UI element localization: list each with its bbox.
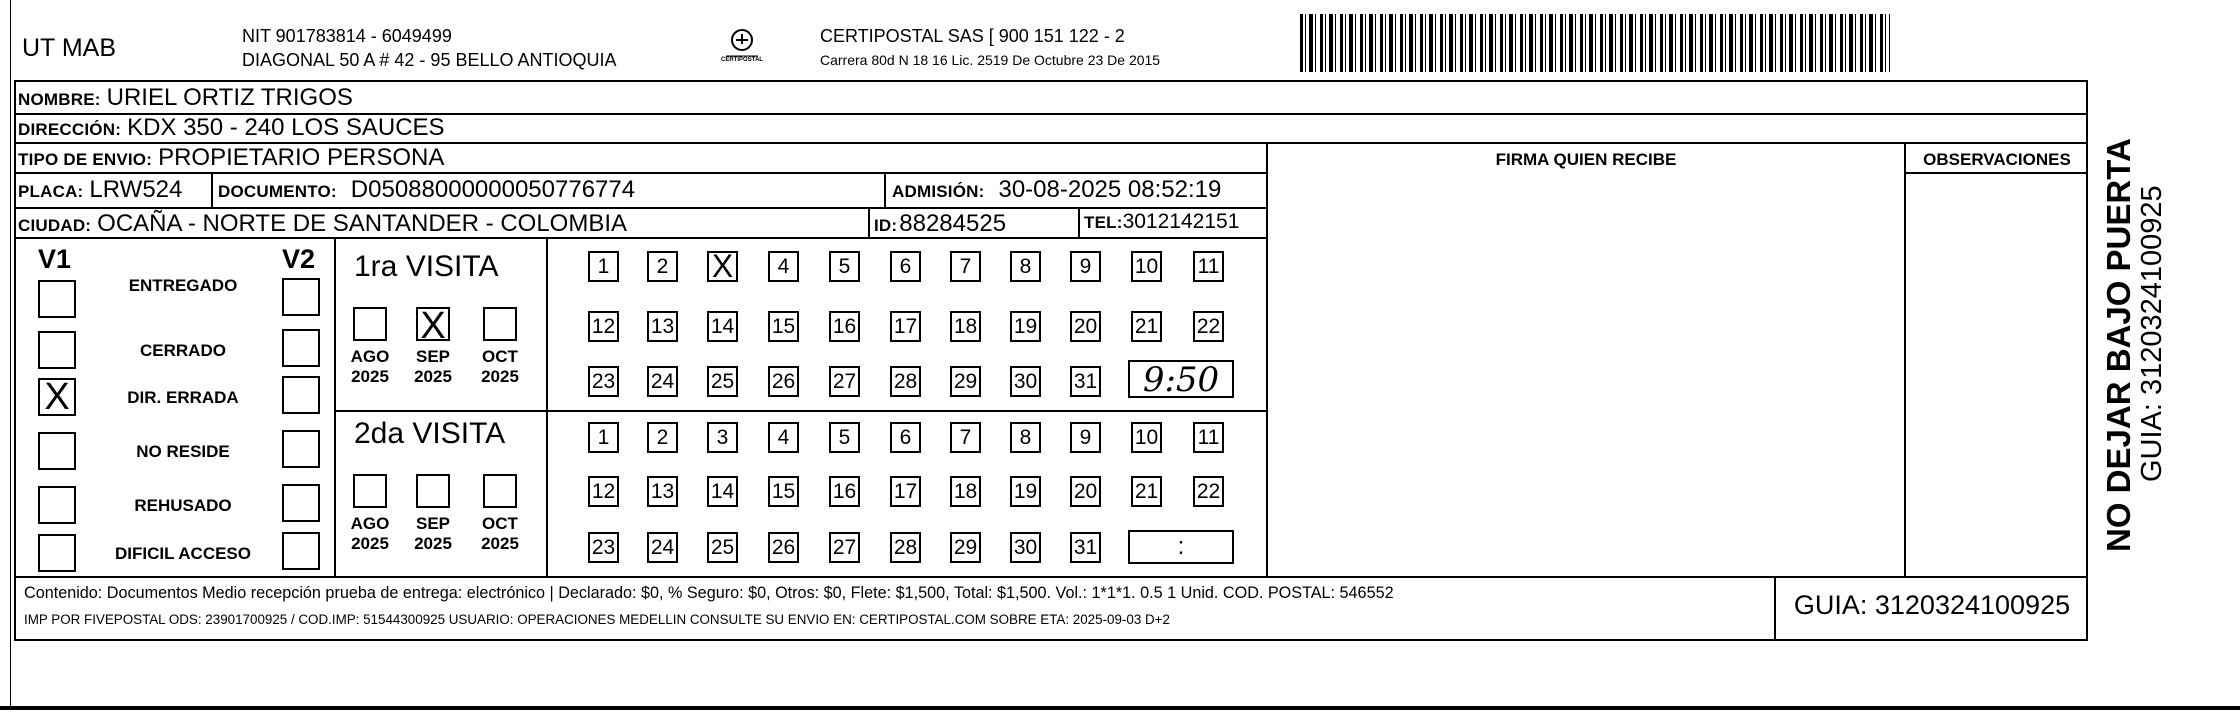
month-name: AGO (350, 514, 390, 533)
visit1-day-box[interactable] (1070, 251, 1101, 282)
barcode (1300, 14, 1890, 72)
direccion-value: KDX 350 - 240 LOS SAUCES (127, 114, 445, 141)
certipostal-address: Carrera 80d N 18 16 Lic. 2519 De Octubre 23 De 2015 (820, 52, 1161, 68)
day-number: 28 (893, 536, 918, 559)
visit2-month-label (345, 514, 395, 554)
visit1-day-box[interactable] (1193, 311, 1224, 342)
day-number: 9 (1079, 426, 1092, 449)
visit1-day-box[interactable] (1070, 311, 1101, 342)
day-number: 23 (591, 370, 616, 393)
day-number: 30 (1013, 370, 1038, 393)
day-number: 9 (1079, 255, 1092, 278)
v2-checkbox[interactable] (282, 278, 320, 316)
day-number: 1 (597, 255, 610, 278)
visit1-month-label (408, 347, 458, 387)
day-number: 28 (893, 370, 918, 393)
v2-checkbox[interactable] (282, 430, 320, 468)
check-x-mark: X (420, 305, 446, 347)
day-number: 2 (656, 255, 669, 278)
day-number: 22 (1196, 480, 1221, 503)
visit2-time-box[interactable] (1128, 530, 1234, 564)
nombre-row (18, 84, 353, 112)
day-number: 14 (710, 480, 735, 503)
visit2-day-box[interactable] (890, 532, 921, 563)
nombre-label: NOMBRE: (18, 90, 101, 109)
visit1-month-checkbox[interactable] (416, 305, 450, 347)
visit1-day-box[interactable] (890, 251, 921, 282)
tipo-row (18, 144, 444, 172)
visit1-title: 1ra VISITA (354, 250, 499, 283)
v1-checkbox[interactable] (38, 432, 76, 470)
day-number: 20 (1073, 315, 1098, 338)
visit2-day-box[interactable] (768, 422, 799, 453)
placa-label: PLACA: (18, 182, 84, 201)
id-value: 88284525 (899, 210, 1007, 237)
day-number: 5 (838, 255, 851, 278)
day-number: 6 (899, 255, 912, 278)
day-number: 19 (1013, 480, 1038, 503)
id-label: ID: (874, 216, 898, 235)
visit1-day-box[interactable] (588, 366, 619, 397)
month-name: SEP (415, 514, 451, 533)
status-label: DIFICIL ACCESO (114, 544, 251, 563)
visit2-day-box[interactable] (1070, 476, 1101, 507)
certipostal-logo (712, 28, 772, 68)
day-number: 22 (1196, 315, 1221, 338)
day-number: 31 (1073, 536, 1098, 559)
ciudad-value: OCAÑA - NORTE DE SANTANDER - COLOMBIA (97, 210, 628, 237)
day-number: 13 (650, 315, 675, 338)
day-number: 4 (777, 255, 790, 278)
side-guia: GUIA: 3120324100925 (2136, 185, 2168, 482)
documento-row (218, 176, 635, 204)
visit2-day-box[interactable] (1010, 532, 1041, 563)
visit1-day-box[interactable] (1070, 366, 1101, 397)
v2-label: V2 (282, 244, 316, 274)
visit1-day-box[interactable] (829, 311, 860, 342)
visit2-day-box[interactable] (647, 422, 678, 453)
visit2-day-box[interactable] (950, 422, 981, 453)
v1-checkbox[interactable] (38, 280, 76, 318)
day-number: 24 (650, 370, 675, 393)
v1-checkbox[interactable] (38, 378, 76, 416)
visit1-month-label (345, 347, 395, 387)
visit2-day-box[interactable] (1131, 476, 1162, 507)
status-label: DIR. ERRADA (127, 388, 239, 407)
visit1-day-box[interactable] (1131, 251, 1162, 282)
admision-value: 30-08-2025 08:52:19 (998, 176, 1222, 203)
firma-header: FIRMA QUIEN RECIBE (1495, 150, 1677, 169)
v2-checkbox[interactable] (282, 484, 320, 522)
observaciones-header: OBSERVACIONES (1923, 150, 2071, 169)
visit2-day-box[interactable] (950, 476, 981, 507)
day-number: 10 (1134, 426, 1159, 449)
visit1-day-box[interactable] (950, 366, 981, 397)
admision-label: ADMISIÓN: (892, 182, 985, 201)
tel-row (1084, 210, 1239, 234)
visit1-day-box[interactable] (647, 366, 678, 397)
visit2-day-box[interactable] (588, 422, 619, 453)
visit2-day-box[interactable] (890, 422, 921, 453)
day-number: 15 (771, 480, 796, 503)
day-number: 5 (838, 426, 851, 449)
visit2-day-box[interactable] (1010, 476, 1041, 507)
visit1-day-box[interactable] (768, 366, 799, 397)
visit1-day-box[interactable] (950, 251, 981, 282)
visit2-day-box[interactable] (768, 476, 799, 507)
day-number: 12 (591, 480, 616, 503)
ciudad-label: CIUDAD: (18, 216, 92, 235)
day-number: 18 (953, 315, 978, 338)
visit2-month-label (475, 514, 525, 554)
check-x-mark: X (44, 376, 70, 418)
tel-value: 3012142151 (1122, 210, 1240, 233)
visit2-day-box[interactable] (1193, 476, 1224, 507)
v2-checkbox[interactable] (282, 376, 320, 414)
month-year: 2025 (414, 534, 452, 553)
day-number: 25 (710, 370, 735, 393)
day-number: 23 (591, 536, 616, 559)
bottom-rule (0, 706, 2240, 710)
visit2-month-checkbox[interactable] (353, 474, 387, 508)
day-number: 16 (832, 480, 857, 503)
visit2-day-box[interactable] (588, 476, 619, 507)
day-number: 7 (959, 255, 972, 278)
visit1-day-box[interactable] (890, 311, 921, 342)
visit2-day-box[interactable] (707, 476, 738, 507)
visit2-day-box[interactable] (588, 532, 619, 563)
v1-checkbox[interactable] (38, 486, 76, 524)
footer-guia: GUIA: 3120324100925 (1793, 590, 2071, 620)
documento-label: DOCUMENTO: (218, 182, 337, 201)
status-label: NO RESIDE (136, 442, 230, 461)
ciudad-row (18, 210, 627, 238)
visit2-day-box[interactable] (1070, 532, 1101, 563)
day-number: 29 (953, 536, 978, 559)
visit1-time: 9:50 (1142, 360, 1220, 400)
v1-checkbox[interactable] (38, 331, 76, 369)
visit2-day-box[interactable] (1070, 422, 1101, 453)
day-number: 16 (832, 315, 857, 338)
visit1-day-box[interactable] (1010, 311, 1041, 342)
day-number: 21 (1134, 315, 1159, 338)
month-name: OCT (482, 347, 518, 366)
month-year: 2025 (351, 367, 389, 386)
day-number: 6 (899, 426, 912, 449)
visit2-day-box[interactable] (1010, 422, 1041, 453)
company-address: DIAGONAL 50 A # 42 - 95 BELLO ANTIOQUIA (242, 50, 617, 70)
visit1-day-box[interactable] (647, 311, 678, 342)
visit1-day-box[interactable] (707, 248, 738, 284)
visit2-day-box[interactable] (647, 532, 678, 563)
visit1-day-box[interactable] (1193, 251, 1224, 282)
placa-row (18, 176, 182, 204)
visit1-day-box[interactable] (1010, 366, 1041, 397)
visit2-day-box[interactable] (707, 532, 738, 563)
company-name: UT MAB (22, 34, 116, 62)
day-number: 1 (597, 426, 610, 449)
v1-checkbox[interactable] (38, 534, 76, 572)
visit1-month-label (475, 347, 525, 387)
direccion-row (18, 114, 445, 142)
day-number: 19 (1013, 315, 1038, 338)
day-number: 26 (771, 536, 796, 559)
visit1-day-box[interactable] (588, 251, 619, 282)
check-x-mark: X (711, 248, 734, 284)
visit2-month-label (408, 514, 458, 554)
day-number: 10 (1134, 255, 1159, 278)
day-number: 17 (893, 315, 918, 338)
left-rule (10, 0, 11, 710)
placa-value: LRW524 (89, 176, 183, 203)
visit2-day-box[interactable] (950, 532, 981, 563)
day-number: 25 (710, 536, 735, 559)
nit-text: NIT 901783814 - 6049499 (242, 26, 452, 46)
visit2-time: : (1177, 533, 1185, 560)
day-number: 27 (832, 370, 857, 393)
visit1-day-box[interactable] (829, 251, 860, 282)
nombre-value: URIEL ORTIZ TRIGOS (106, 84, 353, 111)
visit1-day-box[interactable] (588, 311, 619, 342)
side-warning: NO DEJAR BAJO PUERTA (2100, 138, 2137, 552)
day-number: 11 (1197, 426, 1220, 449)
visit1-day-box[interactable] (768, 311, 799, 342)
month-name: AGO (350, 347, 390, 366)
logo-text: CERTIPOSTAL (721, 57, 763, 63)
visit1-day-box[interactable] (707, 366, 738, 397)
documento-value: D05088000000050776774 (350, 176, 636, 203)
visit1-day-box[interactable] (1010, 251, 1041, 282)
day-number: 11 (1197, 255, 1220, 278)
v1-label: V1 (38, 244, 72, 274)
direccion-label: DIRECCIÓN: (18, 120, 122, 139)
v2-checkbox[interactable] (282, 532, 320, 570)
visit1-day-box[interactable] (768, 251, 799, 282)
visit1-month-checkbox[interactable] (353, 307, 387, 341)
day-number: 15 (771, 315, 796, 338)
day-number: 14 (710, 315, 735, 338)
day-number: 7 (959, 426, 972, 449)
day-number: 8 (1019, 426, 1032, 449)
visit2-day-box[interactable] (768, 532, 799, 563)
id-row (874, 210, 1006, 238)
day-number: 27 (832, 536, 857, 559)
day-number: 26 (771, 370, 796, 393)
month-name: SEP (415, 347, 451, 366)
day-number: 30 (1013, 536, 1038, 559)
status-label: REHUSADO (134, 496, 232, 515)
visit2-day-box[interactable] (707, 422, 738, 453)
visit2-day-box[interactable] (890, 476, 921, 507)
certipostal-name: CERTIPOSTAL SAS [ 900 151 122 - 2 (820, 26, 1125, 46)
visit2-day-box[interactable] (1193, 422, 1224, 453)
visit1-day-box[interactable] (647, 251, 678, 282)
visit2-month-checkbox[interactable] (483, 474, 517, 508)
visit2-title: 2da VISITA (354, 417, 506, 450)
visit1-day-box[interactable] (890, 366, 921, 397)
admision-row (892, 176, 1221, 204)
month-name: OCT (482, 514, 518, 533)
footer-content: Contenido: Documentos Medio recepción prueba de entrega: electrónico | Declarado: $0, % Seguro: $0, Otros: $0, Flete: $1,500, Total: $1,500. Vol.: 1*1*1. 0.5 1 Unid. COD. POSTAL: 546552 (24, 584, 1394, 602)
footer-imp: IMP POR FIVEPOSTAL ODS: 23901700925 / COD.IMP: 51544300925 USUARIO: OPERACIONES MEDELLIN CONSULTE SU ENVIO EN: CERTIPOSTAL.COM SOBRE ETA: 2025-09-03 D+2 (24, 612, 1170, 627)
visit1-time-box[interactable] (1128, 360, 1234, 398)
tel-label: TEL: (1084, 213, 1123, 232)
day-number: 12 (591, 315, 616, 338)
visit2-day-box[interactable] (647, 476, 678, 507)
v2-checkbox[interactable] (282, 329, 320, 367)
month-year: 2025 (351, 534, 389, 553)
visit1-day-box[interactable] (707, 311, 738, 342)
day-number: 3 (716, 426, 729, 449)
month-year: 2025 (481, 534, 519, 553)
day-number: 29 (953, 370, 978, 393)
day-number: 4 (777, 426, 790, 449)
day-number: 31 (1073, 370, 1098, 393)
visit2-month-checkbox[interactable] (416, 474, 450, 508)
visit2-day-box[interactable] (1131, 422, 1162, 453)
status-label: ENTREGADO (128, 276, 238, 295)
day-number: 21 (1134, 480, 1159, 503)
day-number: 8 (1019, 255, 1032, 278)
day-number: 24 (650, 536, 675, 559)
month-year: 2025 (414, 367, 452, 386)
visit1-day-box[interactable] (829, 366, 860, 397)
tipo-label: TIPO DE ENVIO: (18, 150, 153, 169)
day-number: 20 (1073, 480, 1098, 503)
visit1-day-box[interactable] (950, 311, 981, 342)
visit1-month-checkbox[interactable] (483, 307, 517, 341)
visit2-day-box[interactable] (829, 532, 860, 563)
day-number: 2 (656, 426, 669, 449)
day-number: 17 (893, 480, 918, 503)
visit1-day-box[interactable] (1131, 311, 1162, 342)
day-number: 18 (953, 480, 978, 503)
month-year: 2025 (481, 367, 519, 386)
visit2-day-box[interactable] (829, 422, 860, 453)
day-number: 13 (650, 480, 675, 503)
tipo-value: PROPIETARIO PERSONA (158, 144, 445, 171)
status-label: CERRADO (140, 341, 226, 360)
visit2-day-box[interactable] (829, 476, 860, 507)
